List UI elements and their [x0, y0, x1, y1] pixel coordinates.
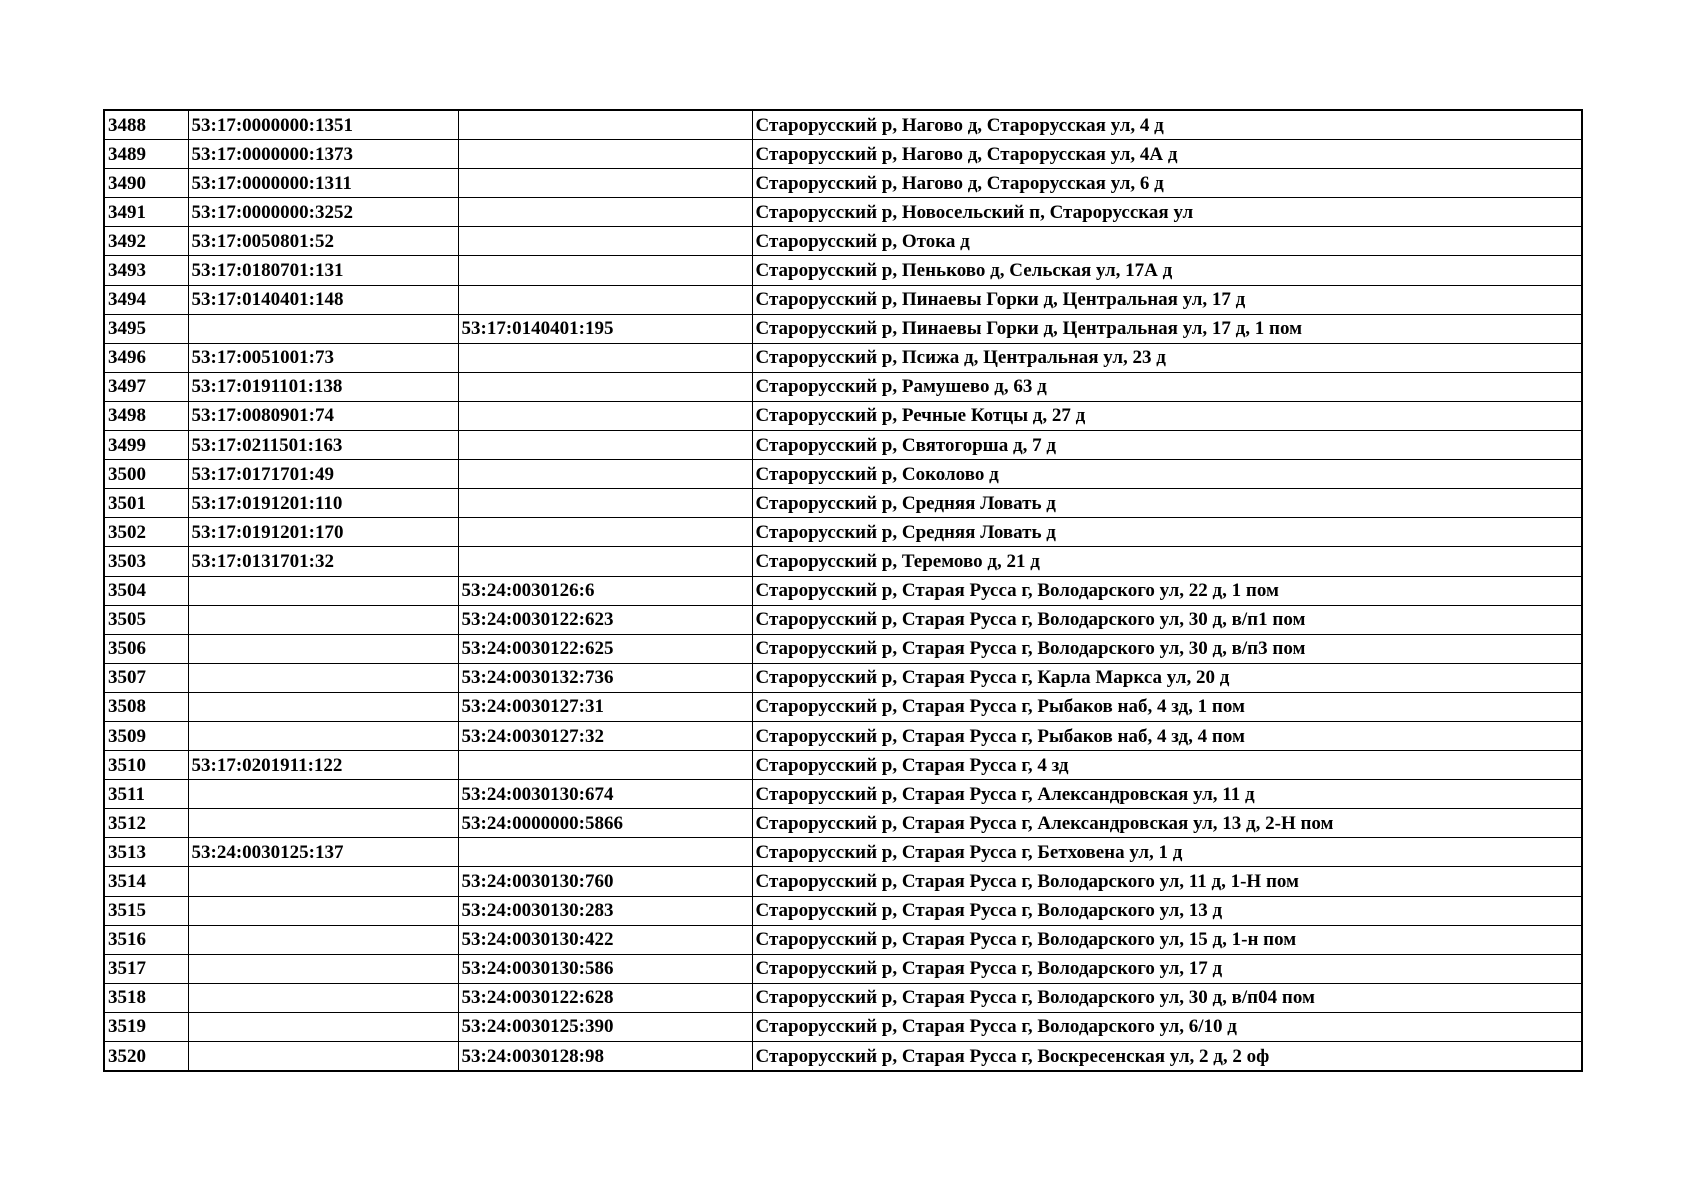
table-row [104, 401, 1582, 430]
table-row [104, 692, 1582, 721]
premise-cadastral-number-cell: 53:24:0030122:628 [458, 983, 752, 1012]
premise-cadastral-number-cell [458, 518, 752, 547]
address-cell: Старорусский р, Пинаевы Горки д, Центральная ул, 17 д, 1 пом [752, 314, 1582, 343]
premise-cadastral-number-cell [458, 169, 752, 198]
premise-cadastral-number-cell [458, 110, 752, 140]
address-cell: Старорусский р, Псижа д, Центральная ул, 23 д [752, 343, 1582, 372]
table-row [104, 547, 1582, 576]
address-cell: Старорусский р, Средняя Ловать д [752, 489, 1582, 518]
address-cell: Старорусский р, Старая Русса г, Володарского ул, 30 д, в/п04 пом [752, 983, 1582, 1012]
premise-cadastral-number-cell: 53:24:0030130:586 [458, 954, 752, 983]
row-number-cell: 3519 [104, 1012, 188, 1041]
cadastral-number-cell [188, 1012, 458, 1041]
row-number-cell: 3490 [104, 169, 188, 198]
cadastral-number-cell [188, 954, 458, 983]
cadastral-number-cell [188, 634, 458, 663]
premise-cadastral-number-cell [458, 227, 752, 256]
premise-cadastral-number-cell [458, 343, 752, 372]
cadastral-number-cell: 53:24:0030125:137 [188, 838, 458, 867]
premise-cadastral-number-cell: 53:24:0000000:5866 [458, 809, 752, 838]
address-cell: Старорусский р, Старая Русса г, Рыбаков наб, 4 зд, 1 пом [752, 692, 1582, 721]
address-cell: Старорусский р, Новосельский п, Старорусская ул [752, 198, 1582, 227]
address-cell: Старорусский р, Теремово д, 21 д [752, 547, 1582, 576]
address-cell: Старорусский р, Пеньково д, Сельская ул, 17А д [752, 256, 1582, 285]
address-cell: Старорусский р, Старая Русса г, Воскресенская ул, 2 д, 2 оф [752, 1042, 1582, 1072]
table-row [104, 489, 1582, 518]
premise-cadastral-number-cell: 53:24:0030122:623 [458, 605, 752, 634]
row-number-cell: 3513 [104, 838, 188, 867]
property-registry-table [103, 109, 1583, 1072]
row-number-cell: 3489 [104, 140, 188, 169]
row-number-cell: 3504 [104, 576, 188, 605]
table-row [104, 780, 1582, 809]
address-cell: Старорусский р, Рамушево д, 63 д [752, 372, 1582, 401]
premise-cadastral-number-cell: 53:24:0030130:422 [458, 925, 752, 954]
table-row [104, 605, 1582, 634]
address-cell: Старорусский р, Старая Русса г, Володарского ул, 15 д, 1-н пом [752, 925, 1582, 954]
cadastral-number-cell: 53:17:0191201:170 [188, 518, 458, 547]
cadastral-number-cell: 53:17:0201911:122 [188, 751, 458, 780]
address-cell: Старорусский р, Святогорша д, 7 д [752, 431, 1582, 460]
address-cell: Старорусский р, Старая Русса г, Александровская ул, 13 д, 2-Н пом [752, 809, 1582, 838]
row-number-cell: 3511 [104, 780, 188, 809]
table-row [104, 372, 1582, 401]
cadastral-number-cell [188, 663, 458, 692]
premise-cadastral-number-cell [458, 838, 752, 867]
row-number-cell: 3494 [104, 285, 188, 314]
row-number-cell: 3507 [104, 663, 188, 692]
table-row [104, 1012, 1582, 1041]
premise-cadastral-number-cell [458, 547, 752, 576]
row-number-cell: 3515 [104, 896, 188, 925]
row-number-cell: 3499 [104, 431, 188, 460]
table-row [104, 983, 1582, 1012]
address-cell: Старорусский р, Старая Русса г, Володарского ул, 11 д, 1-Н пом [752, 867, 1582, 896]
premise-cadastral-number-cell [458, 285, 752, 314]
premise-cadastral-number-cell [458, 751, 752, 780]
row-number-cell: 3491 [104, 198, 188, 227]
table-row [104, 169, 1582, 198]
table-row [104, 896, 1582, 925]
address-cell: Старорусский р, Старая Русса г, Володарского ул, 13 д [752, 896, 1582, 925]
table-row [104, 634, 1582, 663]
row-number-cell: 3488 [104, 110, 188, 140]
table-row [104, 314, 1582, 343]
table-row [104, 256, 1582, 285]
table-row [104, 460, 1582, 489]
premise-cadastral-number-cell: 53:24:0030126:6 [458, 576, 752, 605]
premise-cadastral-number-cell: 53:17:0140401:195 [458, 314, 752, 343]
address-cell: Старорусский р, Старая Русса г, Володарского ул, 17 д [752, 954, 1582, 983]
row-number-cell: 3496 [104, 343, 188, 372]
table-row [104, 809, 1582, 838]
premise-cadastral-number-cell: 53:24:0030130:283 [458, 896, 752, 925]
row-number-cell: 3501 [104, 489, 188, 518]
cadastral-number-cell: 53:17:0131701:32 [188, 547, 458, 576]
row-number-cell: 3514 [104, 867, 188, 896]
premise-cadastral-number-cell: 53:24:0030130:674 [458, 780, 752, 809]
table-row [104, 867, 1582, 896]
row-number-cell: 3500 [104, 460, 188, 489]
cadastral-number-cell: 53:17:0211501:163 [188, 431, 458, 460]
address-cell: Старорусский р, Нагово д, Старорусская ул, 6 д [752, 169, 1582, 198]
premise-cadastral-number-cell: 53:24:0030128:98 [458, 1042, 752, 1072]
cadastral-number-cell [188, 721, 458, 750]
table-row [104, 227, 1582, 256]
row-number-cell: 3498 [104, 401, 188, 430]
table-row [104, 576, 1582, 605]
address-cell: Старорусский р, Старая Русса г, Рыбаков наб, 4 зд, 4 пом [752, 721, 1582, 750]
table-row [104, 1042, 1582, 1072]
cadastral-number-cell [188, 780, 458, 809]
row-number-cell: 3492 [104, 227, 188, 256]
row-number-cell: 3517 [104, 954, 188, 983]
premise-cadastral-number-cell [458, 489, 752, 518]
table-row [104, 954, 1582, 983]
address-cell: Старорусский р, Старая Русса г, Карла Маркса ул, 20 д [752, 663, 1582, 692]
table-row [104, 110, 1582, 140]
address-cell: Старорусский р, Речные Котцы д, 27 д [752, 401, 1582, 430]
cadastral-number-cell: 53:17:0080901:74 [188, 401, 458, 430]
row-number-cell: 3495 [104, 314, 188, 343]
premise-cadastral-number-cell [458, 372, 752, 401]
row-number-cell: 3510 [104, 751, 188, 780]
table-row [104, 925, 1582, 954]
address-cell: Старорусский р, Средняя Ловать д [752, 518, 1582, 547]
address-cell: Старорусский р, Отока д [752, 227, 1582, 256]
row-number-cell: 3497 [104, 372, 188, 401]
cadastral-number-cell: 53:17:0000000:1373 [188, 140, 458, 169]
table-row [104, 343, 1582, 372]
premise-cadastral-number-cell: 53:24:0030132:736 [458, 663, 752, 692]
premise-cadastral-number-cell: 53:24:0030127:31 [458, 692, 752, 721]
cadastral-number-cell: 53:17:0050801:52 [188, 227, 458, 256]
row-number-cell: 3505 [104, 605, 188, 634]
table-row [104, 140, 1582, 169]
cadastral-number-cell [188, 983, 458, 1012]
cadastral-number-cell [188, 605, 458, 634]
address-cell: Старорусский р, Нагово д, Старорусская ул, 4А д [752, 140, 1582, 169]
cadastral-number-cell: 53:17:0140401:148 [188, 285, 458, 314]
cadastral-number-cell: 53:17:0180701:131 [188, 256, 458, 285]
cadastral-number-cell: 53:17:0000000:3252 [188, 198, 458, 227]
table-row [104, 663, 1582, 692]
row-number-cell: 3516 [104, 925, 188, 954]
table-body [104, 110, 1582, 1071]
table-row [104, 751, 1582, 780]
row-number-cell: 3508 [104, 692, 188, 721]
address-cell: Старорусский р, Старая Русса г, Володарского ул, 22 д, 1 пом [752, 576, 1582, 605]
address-cell: Старорусский р, Пинаевы Горки д, Центральная ул, 17 д [752, 285, 1582, 314]
cadastral-number-cell [188, 1042, 458, 1072]
address-cell: Старорусский р, Старая Русса г, 4 зд [752, 751, 1582, 780]
premise-cadastral-number-cell [458, 401, 752, 430]
premise-cadastral-number-cell [458, 431, 752, 460]
cadastral-number-cell [188, 867, 458, 896]
table-row [104, 721, 1582, 750]
table-row [104, 518, 1582, 547]
premise-cadastral-number-cell [458, 256, 752, 285]
address-cell: Старорусский р, Старая Русса г, Володарского ул, 30 д, в/п3 пом [752, 634, 1582, 663]
row-number-cell: 3512 [104, 809, 188, 838]
cadastral-number-cell [188, 925, 458, 954]
row-number-cell: 3502 [104, 518, 188, 547]
cadastral-number-cell: 53:17:0191101:138 [188, 372, 458, 401]
address-cell: Старорусский р, Старая Русса г, Александровская ул, 11 д [752, 780, 1582, 809]
table-row [104, 285, 1582, 314]
row-number-cell: 3520 [104, 1042, 188, 1072]
row-number-cell: 3493 [104, 256, 188, 285]
table-row [104, 198, 1582, 227]
cadastral-number-cell [188, 692, 458, 721]
cadastral-number-cell: 53:17:0191201:110 [188, 489, 458, 518]
table-row [104, 838, 1582, 867]
premise-cadastral-number-cell: 53:24:0030125:390 [458, 1012, 752, 1041]
premise-cadastral-number-cell [458, 460, 752, 489]
address-cell: Старорусский р, Старая Русса г, Володарского ул, 30 д, в/п1 пом [752, 605, 1582, 634]
cadastral-number-cell [188, 896, 458, 925]
premise-cadastral-number-cell: 53:24:0030122:625 [458, 634, 752, 663]
row-number-cell: 3503 [104, 547, 188, 576]
cadastral-number-cell: 53:17:0000000:1311 [188, 169, 458, 198]
cadastral-number-cell: 53:17:0171701:49 [188, 460, 458, 489]
row-number-cell: 3509 [104, 721, 188, 750]
address-cell: Старорусский р, Старая Русса г, Володарского ул, 6/10 д [752, 1012, 1582, 1041]
address-cell: Старорусский р, Нагово д, Старорусская ул, 4 д [752, 110, 1582, 140]
address-cell: Старорусский р, Старая Русса г, Бетховена ул, 1 д [752, 838, 1582, 867]
cadastral-number-cell [188, 314, 458, 343]
premise-cadastral-number-cell [458, 140, 752, 169]
cadastral-number-cell: 53:17:0000000:1351 [188, 110, 458, 140]
cadastral-number-cell [188, 576, 458, 605]
premise-cadastral-number-cell: 53:24:0030130:760 [458, 867, 752, 896]
premise-cadastral-number-cell: 53:24:0030127:32 [458, 721, 752, 750]
table-row [104, 431, 1582, 460]
premise-cadastral-number-cell [458, 198, 752, 227]
row-number-cell: 3518 [104, 983, 188, 1012]
cadastral-number-cell [188, 809, 458, 838]
address-cell: Старорусский р, Соколово д [752, 460, 1582, 489]
cadastral-number-cell: 53:17:0051001:73 [188, 343, 458, 372]
row-number-cell: 3506 [104, 634, 188, 663]
